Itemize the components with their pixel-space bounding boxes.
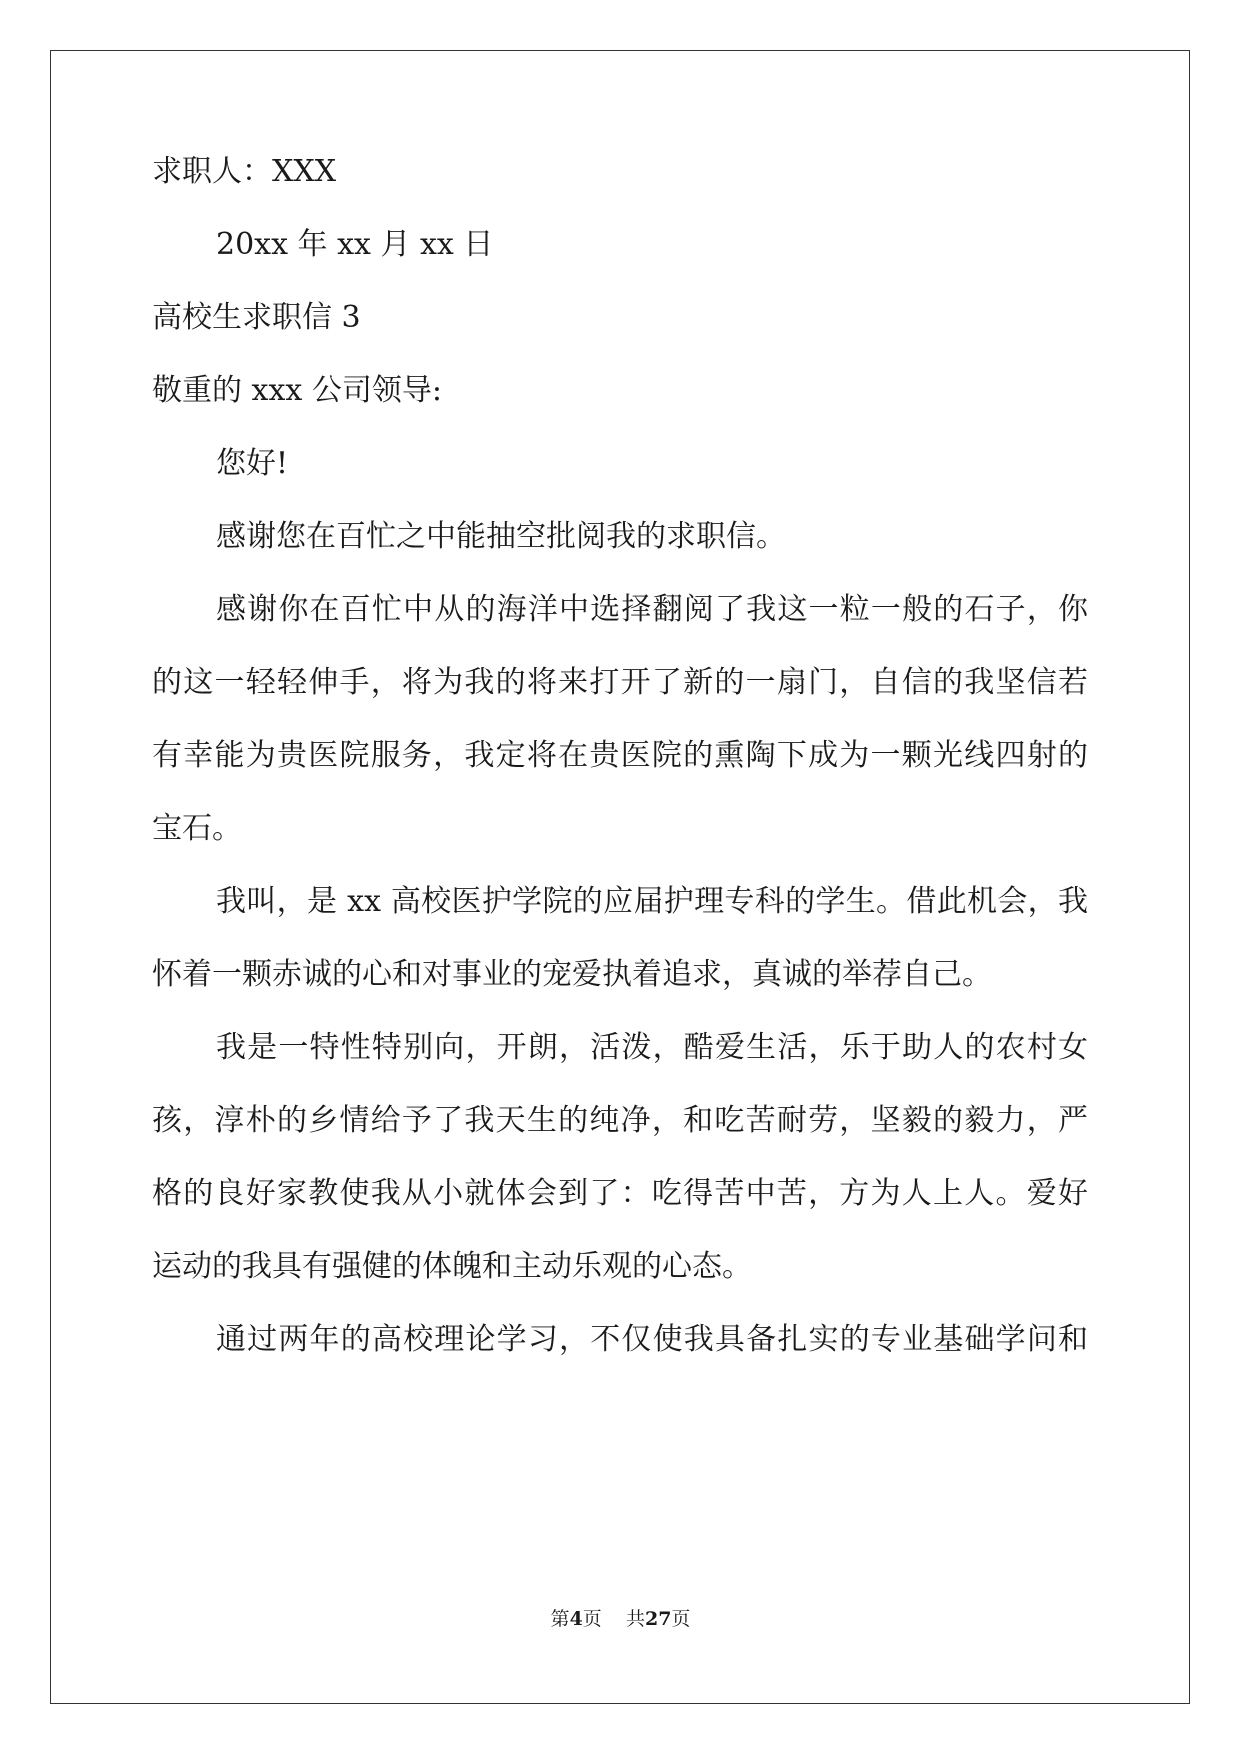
paragraph-2-line-3: 有幸能为贵医院服务，我定将在贵医院的熏陶下成为一颗光线四射的 (152, 738, 1088, 773)
paragraph-4-line-3: 格的良好家教使我从小就体会到了：吃得苦中苦，方为人上人。爱好 (152, 1176, 1088, 1211)
paragraph-2-line-1: 感谢你在百忙中从的海洋中选择翻阅了我这一粒一般的石子，你 (216, 592, 1088, 627)
paragraph-2-line-2: 的这一轻轻伸手，将为我的将来打开了新的一扇门，自信的我坚信若 (152, 665, 1088, 700)
salutation: 敬重的 xxx 公司领导: (152, 373, 442, 408)
paragraph-4-line-2: 孩，淳朴的乡情给予了我天生的纯净，和吃苦耐劳，坚毅的毅力，严 (152, 1103, 1088, 1138)
page-footer (0, 1607, 1241, 1631)
greeting: 您好! (216, 446, 289, 481)
signature-line: 求职人：XXX (152, 154, 337, 189)
paragraph-4-line-1: 我是一特性特别向，开朗，活泼，酷爱生活，乐于助人的农村女 (216, 1030, 1088, 1065)
page-border (50, 50, 1190, 1704)
paragraph-3-line-1: 我叫，是 xx 高校医护学院的应届护理专科的学生。借此机会，我 (216, 884, 1088, 919)
date-line: 20xx 年 xx 月 xx 日 (216, 227, 494, 262)
paragraph-3-line-2: 怀着一颗赤诚的心和对事业的宠爱执着追求，真诚的举荐自己。 (152, 957, 992, 992)
footer-suffix: 页 (671, 1608, 691, 1630)
footer-middle: 页 共 (582, 1608, 645, 1630)
letter-heading: 高校生求职信 3 (152, 300, 361, 335)
footer-total-pages: 27 (644, 1608, 672, 1630)
paragraph-4-line-4: 运动的我具有强健的体魄和主动乐观的心态。 (152, 1249, 752, 1284)
paragraph-2-line-4: 宝石。 (152, 811, 242, 846)
paragraph-5: 通过两年的高校理论学习，不仅使我具备扎实的专业基础学问和 (216, 1322, 1088, 1357)
footer-prefix: 第 (550, 1608, 570, 1630)
footer-current-page: 4 (569, 1608, 583, 1630)
paragraph-1: 感谢您在百忙之中能抽空批阅我的求职信。 (216, 519, 786, 554)
